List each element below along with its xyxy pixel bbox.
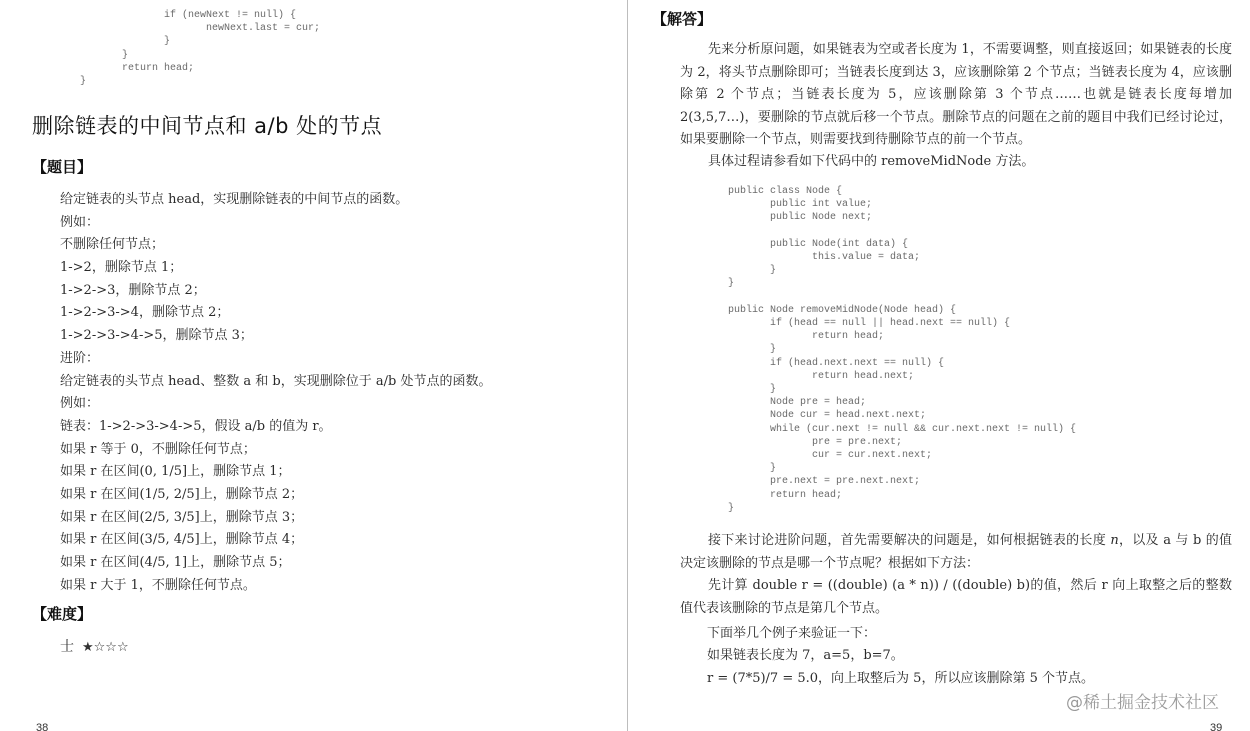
text-line: 不删除任何节点；: [60, 237, 165, 253]
text-line: 如果 r 大于 1，不删除任何节点。: [60, 577, 256, 593]
text-line: 例如：: [60, 214, 100, 230]
answer-paragraph-1: 先来分析原问题，如果链表为空或者长度为 1，不需要调整，则直接返回；如果链表的长度为 2，将头节点删除即可；当链表长度到达 3，应该删除第 2 个节点；当链表长度为 4，应该删除第 2 个节点；当链表长度为 5，应该删除第 3 个节点……也就是链表长度每增加 2(3,5,7…)，要删除的节点就后移一个节点。删除节点的问题在之前的题目中我们已经讨论过，如果要删除一个节点，则需要找到待删除节点的前一个节点。: [680, 42, 1232, 148]
text-line: 如果 r 在区间(3/5, 4/5]上，删除节点 4；: [60, 532, 304, 548]
difficulty-label: 士: [60, 639, 74, 655]
text-line: 如果 r 在区间(2/5, 3/5]上，删除节点 3；: [60, 509, 304, 525]
watermark: @稀土掘金技术社区: [1066, 693, 1219, 713]
text-line: 1->2->3，删除节点 2；: [60, 282, 206, 298]
problem-heading: 【题目】: [32, 158, 93, 176]
problem-text: [60, 189, 491, 597]
text-line: 例如：: [60, 396, 100, 412]
example-line-1: 如果链表长度为 7，a=5，b=7。: [707, 648, 904, 663]
code-snippet-top: if (newNext != null) { newNext.last = cur; } } return head; }: [80, 10, 321, 88]
example-intro: 下面举几个例子来验证一下：: [707, 626, 877, 641]
right-page: [628, 0, 1250, 731]
text-line: 如果 r 等于 0，不删除任何节点；: [60, 441, 256, 457]
answer-paragraph-2: 具体过程请参看如下代码中的 removeMidNode 方法。: [708, 154, 1035, 169]
text-line: 1->2，删除节点 1；: [60, 260, 183, 276]
section-title: 删除链表的中间节点和 a/b 处的节点: [32, 114, 383, 138]
text-line: 如果 r 在区间(4/5, 1]上，删除节点 5；: [60, 555, 291, 570]
text-line: 给定链表的头节点 head，实现删除链表的中间节点的函数。: [60, 192, 409, 207]
code-block-removeMidNode: public class Node { public int value; public Node next; public Node(int data) { this.value = data; } } public Node removeMidNode(Node head) { if (head == null || head.next == null) { return head; } if (head.next.next == null) { return head.next; } Node pre = head; Node cur = head.next.next; while (cur.next != null && cur.next.next != null) { pre = pre.next; cur = cur.next.next; } pre.next = pre.next.next; return head; }: [728, 186, 1077, 514]
text-line: 链表：1->2->3->4->5，假设 a/b 的值为 r。: [60, 418, 332, 434]
text-line: 给定链表的头节点 head、整数 a 和 b，实现删除位于 a/b 处节点的函数。: [60, 373, 492, 389]
difficulty-rating: [60, 636, 129, 656]
text-line: 1->2->3->4->5，删除节点 3；: [60, 328, 253, 344]
text-line: 如果 r 在区间(1/5, 2/5]上，删除节点 2；: [60, 486, 304, 502]
answer-paragraph-3: 接下来讨论进阶问题，首先需要解决的问题是，如何根据链表的长度 n，以及 a 与 b 的值决定该删除的节点是哪一个节点呢？根据如下方法：: [680, 533, 1232, 571]
answer-heading: 【解答】: [652, 10, 713, 28]
text-line: 进阶：: [60, 350, 100, 366]
example-line-2: r = (7*5)/7 = 5.0，向上取整后为 5，所以应该删除第 5 个节点。: [707, 671, 1094, 686]
text-line: 1->2->3->4，删除节点 2；: [60, 305, 230, 321]
page-number: 38: [36, 722, 49, 731]
difficulty-heading: 【难度】: [32, 605, 93, 623]
text-line: 如果 r 在区间(0, 1/5]上，删除节点 1；: [60, 464, 291, 480]
star-rating-icon: ★☆☆☆: [82, 640, 129, 655]
page-number: 39: [1210, 722, 1223, 731]
answer-paragraph-4: 先计算 double r = ((double) (a * n)) / ((double) b)的值，然后 r 向上取整之后的整数值代表该删除的节点是第几个节点。: [680, 578, 1232, 616]
